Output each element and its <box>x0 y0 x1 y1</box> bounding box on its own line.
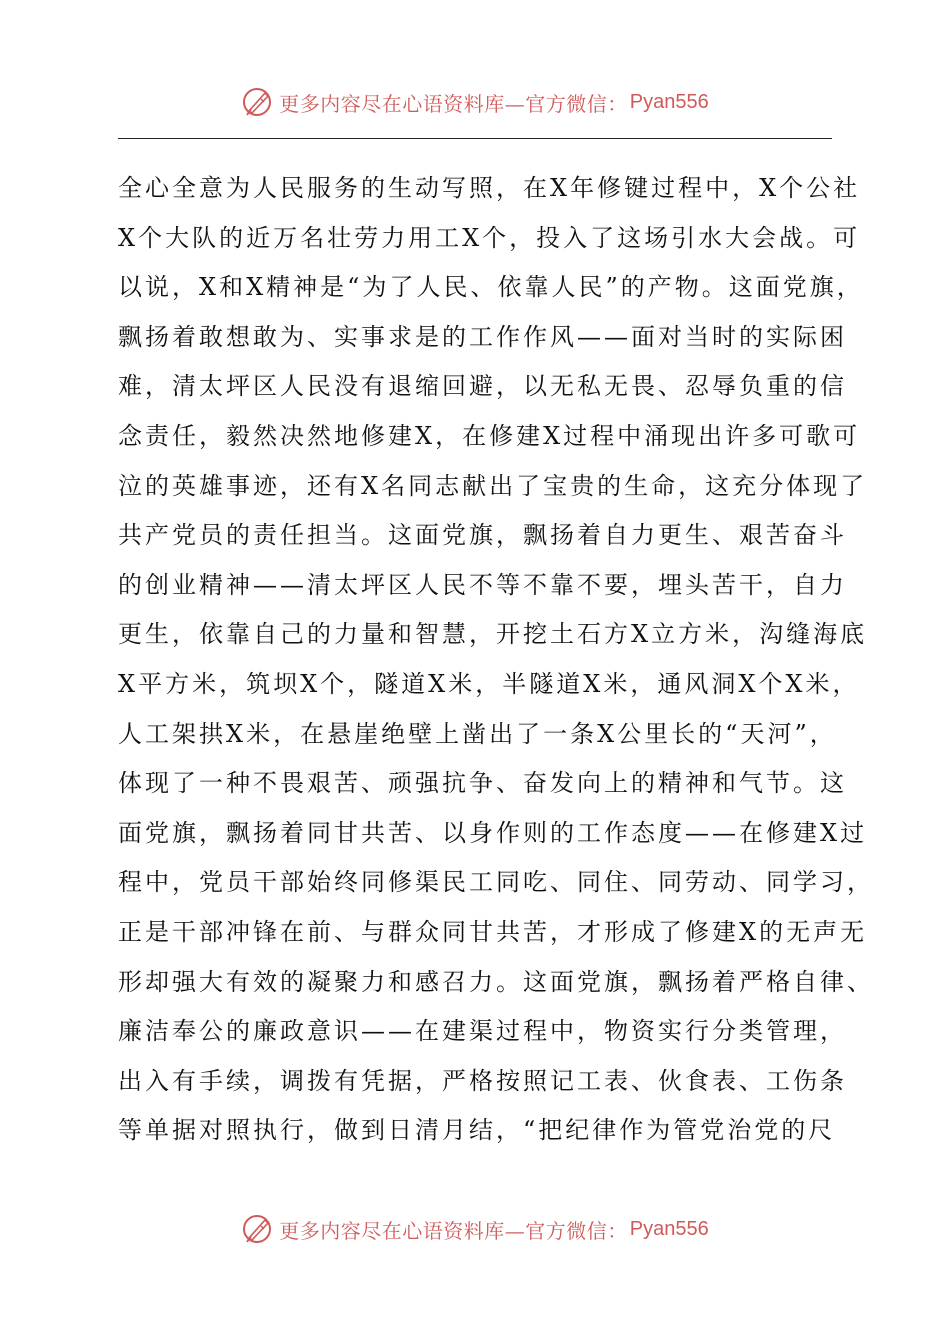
text-line: 念责任，毅然决然地修建X，在修建X过程中涌现出许多可歌可 <box>118 421 861 450</box>
header-wechat-id: Pyan556 <box>629 90 709 113</box>
text-line: 人工架拱X米，在悬崖绝壁上凿出了一条X公里长的“天河”， <box>118 719 837 748</box>
header-banner <box>0 82 950 122</box>
text-line: 难，清太坪区人民没有退缩回避，以无私无畏、忍辱负重的信 <box>118 372 847 401</box>
text-line: X个大队的近万名壮劳力用工X个，投入了这场引水大会战。可 <box>118 223 861 252</box>
text-line: X平方米，筑坝X个，隧道X米，半隧道X米，通风洞X个X米， <box>118 669 860 698</box>
text-line: 的创业精神——清太坪区人民不等不靠不要，埋头苦干，自力 <box>118 570 847 599</box>
text-line: 以说，X和X精神是“为了人民、依靠人民”的产物。这面党旗， <box>118 273 864 302</box>
text-line: 正是干部冲锋在前、与群众同甘共苦，才形成了修建X的无声无 <box>118 917 868 946</box>
footer-banner <box>0 1209 950 1249</box>
text-line: 廉洁奉公的廉政意识——在建渠过程中，物资实行分类管理， <box>118 1017 847 1046</box>
text-line: 体现了一种不畏艰苦、顽强抗争、奋发向上的精神和气节。这 <box>118 769 847 798</box>
text-line: 全心全意为人民服务的生动写照，在X年修键过程中，X个公社 <box>118 174 861 202</box>
document-body <box>118 164 874 1156</box>
text-line: 更生，依靠自己的力量和智慧，开挖土石方X立方米，沟缝海底 <box>118 620 868 649</box>
text-line: 泣的英雄事迹，还有X名同志献出了宝贵的生命，这充分体现了 <box>118 471 868 500</box>
footer-wechat-id: Pyan556 <box>629 1217 709 1240</box>
text-line: 共产党员的责任担当。这面党旗，飘扬着自力更生、艰苦奋斗 <box>118 521 847 550</box>
text-line: 出入有手续，调拨有凭据，严格按照记工表、伙食表、工伤条 <box>118 1066 847 1095</box>
text-line: 面党旗，飘扬着同甘共苦、以身作则的工作态度——在修建X过 <box>118 818 868 847</box>
header-divider <box>118 138 832 139</box>
header-banner-text: 更多内容尽在心语资料库—官方微信： <box>279 91 628 116</box>
footer-banner-text: 更多内容尽在心语资料库—官方微信： <box>279 1218 628 1243</box>
text-line: 等单据对照执行，做到日清月结，“把纪律作为管党治党的尺 <box>118 1116 836 1145</box>
text-line: 飘扬着敢想敢为、实事求是的工作作风——面对当时的实际困 <box>118 322 847 351</box>
quill-logo-icon <box>241 1212 275 1246</box>
quill-logo-icon <box>241 85 275 119</box>
text-line: 程中，党员干部始终同修渠民工同吃、同住、同劳动、同学习， <box>118 868 874 897</box>
text-line: 形却强大有效的凝聚力和感召力。这面党旗，飘扬着严格自律、 <box>118 967 874 996</box>
